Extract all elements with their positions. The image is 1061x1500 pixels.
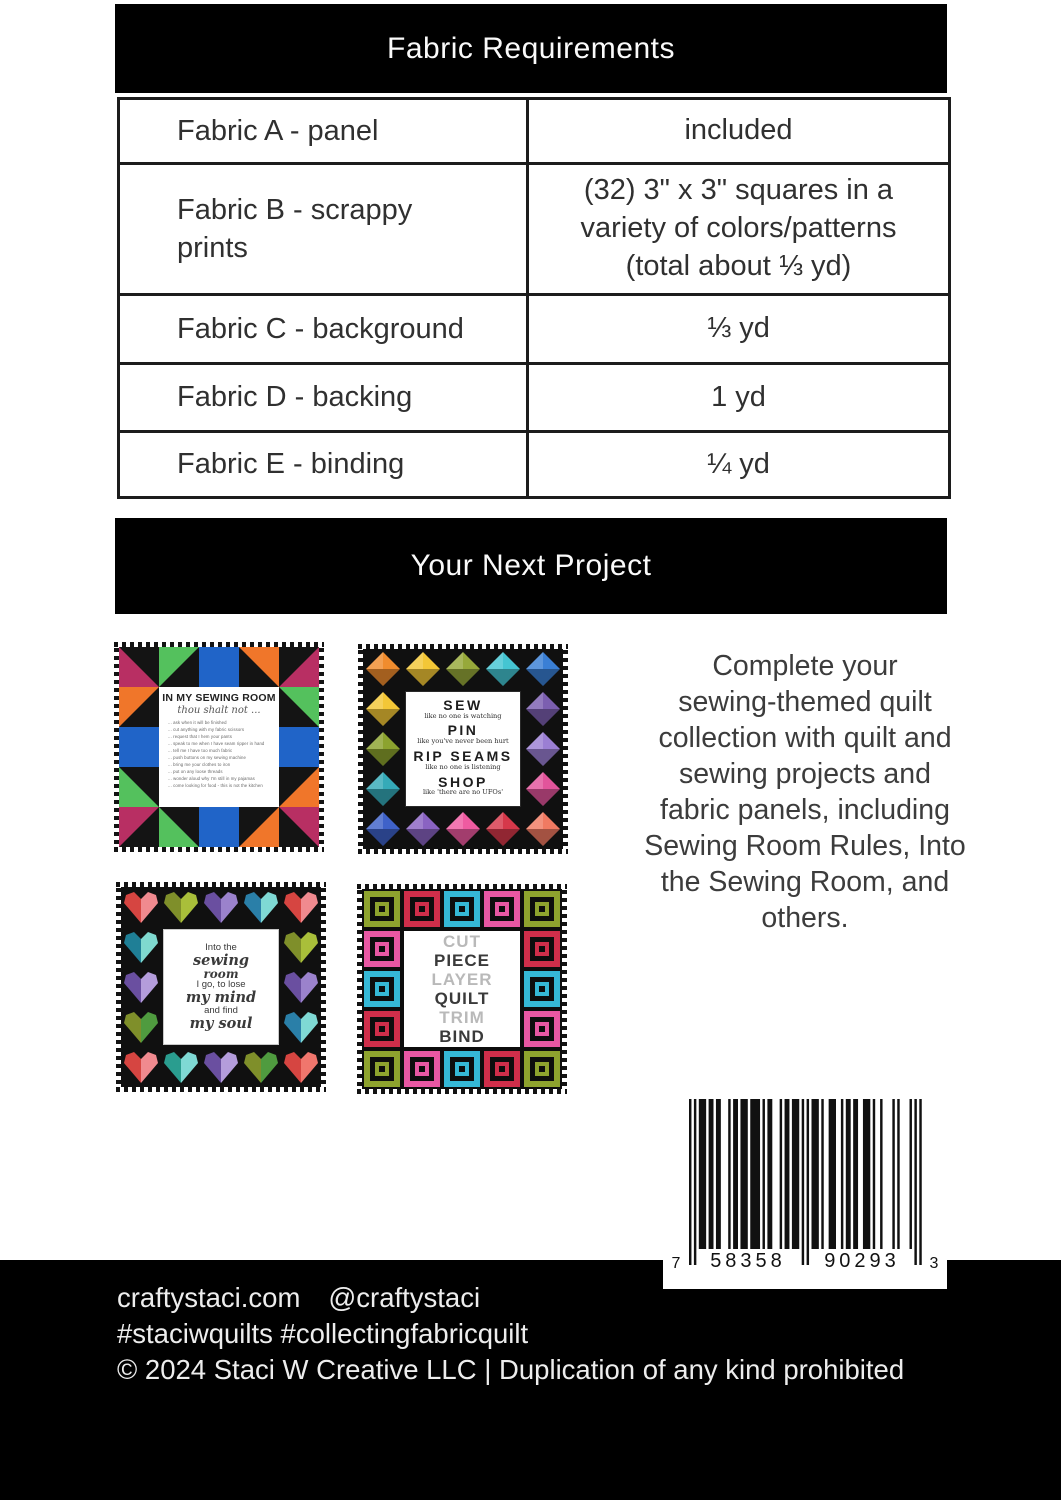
description-line: the Sewing Room, and (660, 866, 950, 898)
panel-word: RIP SEAMS (413, 748, 513, 764)
rule-line: ... tell me I have too much fabric (168, 747, 233, 753)
rule-line: ... come looking for food - this is not the kitchen (168, 782, 263, 788)
quilt-panel-into-the-sewing-room (163, 929, 279, 1045)
barcode-digit: 3 (924, 1255, 944, 1273)
description-line: fabric panels, including (660, 794, 950, 826)
description-line: others. (761, 902, 849, 934)
panel-word: PIECE (433, 950, 491, 970)
fabric-label: Fabric C - background (177, 312, 464, 345)
upc-barcode (663, 1093, 947, 1289)
panel-word: TRIM (439, 1008, 485, 1028)
footer-text (117, 1280, 1017, 1388)
footer (0, 1260, 1061, 1500)
panel-subheading: thou shalt not ... (177, 705, 261, 716)
rule-line: ... put on any loose threads (168, 768, 223, 774)
panel-word: LAYER (431, 969, 493, 989)
footer-hashtags: #staciwquilts #collectingfabricquilt (117, 1318, 529, 1349)
fabric-label: Fabric B - scrappy (177, 193, 413, 226)
description-line: Complete your (712, 650, 898, 682)
rule-line: ... wonder aloud why I'm still in my pajamas (168, 775, 255, 781)
panel-subline: like no one is listening (425, 762, 501, 771)
panel-line: sewing (192, 951, 250, 969)
quilt-thumb-into-the-sewing-room (116, 882, 326, 1092)
description-line: sewing projects and (679, 758, 931, 790)
rule-line: ... bring me your clothes to iron (168, 761, 231, 767)
panel-line: room (203, 967, 239, 982)
panel-subline: like no one is watching (424, 711, 502, 720)
panel-word: PIN (447, 722, 479, 739)
rule-line: ... ask when it will be finished (168, 720, 227, 725)
panel-line: my mind (185, 989, 257, 1007)
quilt-thumb-cut-piece-bind (357, 884, 567, 1094)
fabric-label: prints (177, 232, 248, 264)
fabric-requirements-title: Fabric Requirements (387, 31, 675, 65)
fabric-requirements-table (117, 97, 951, 499)
quilt-panel-sewing-room-rules (159, 687, 279, 807)
fabric-value: ¼ yd (707, 447, 770, 480)
fabric-value: (total about ⅓ yd) (625, 249, 852, 282)
description-line: sewing-themed quilt (678, 686, 932, 718)
footer-copyright: © 2024 Staci W Creative LLC | Duplication of any kind prohibited (117, 1354, 905, 1385)
fabric-label: Fabric A - panel (177, 114, 379, 147)
fabric-value: variety of colors/patterns (580, 212, 897, 245)
rule-line: ... speak to me when I have seam ripper in hand (168, 740, 265, 746)
barcode-digit: 7 (666, 1255, 686, 1273)
panel-subline: like 'there are no UFOs' (422, 788, 504, 797)
panel-word: SEW (443, 696, 483, 713)
rule-line: ... request that I hem your pants (168, 733, 232, 739)
description-line: Sewing Room Rules, Into (644, 830, 966, 862)
footer-website: craftystaci.com (117, 1282, 301, 1313)
next-project-title: Your Next Project (410, 549, 652, 582)
next-project-banner (115, 518, 947, 614)
panel-subline: like you've never been hurt (417, 737, 509, 746)
quilt-thumb-sewing-room-rules (114, 642, 324, 852)
fabric-requirements-banner (115, 4, 947, 93)
panel-word: BIND (439, 1027, 485, 1047)
table-row (120, 162, 948, 293)
quilt-thumb-sew-pin-rip-shop (358, 644, 568, 854)
rule-line: ... push buttons on my sewing machine (168, 754, 246, 760)
panel-word: QUILT (434, 989, 490, 1008)
fabric-value: 1 yd (711, 380, 766, 413)
barcode-digits-group: 58358 (700, 1250, 796, 1273)
panel-line: I go, to lose (196, 979, 246, 991)
panel-line: and find (204, 1004, 238, 1016)
table-row (120, 362, 948, 430)
fabric-value: included (684, 114, 793, 147)
description-line: collection with quilt and (658, 722, 952, 754)
panel-word: CUT (443, 931, 481, 951)
fabric-label: Fabric E - binding (177, 448, 405, 481)
footer-handle: @craftystaci (328, 1282, 481, 1313)
fabric-value: (32) 3" x 3" squares in a (583, 174, 894, 207)
quilt-panel-sew-pin-rip-shop (405, 691, 521, 807)
panel-heading: IN MY SEWING ROOM (162, 692, 276, 704)
table-row (120, 430, 948, 496)
table-row (120, 100, 948, 162)
table-row (120, 293, 948, 362)
quilt-panel-cut-piece-bind (404, 931, 520, 1047)
fabric-label: Fabric D - backing (177, 381, 413, 414)
barcode-digits-group: 90293 (814, 1250, 910, 1273)
panel-line: Into the (205, 941, 237, 953)
panel-line: my soul (189, 1014, 253, 1032)
rule-line: ... cut anything with my fabric scissors (168, 726, 245, 732)
fabric-value: ⅓ yd (707, 312, 770, 345)
next-project-description (570, 648, 1040, 936)
panel-word: SHOP (438, 773, 488, 790)
